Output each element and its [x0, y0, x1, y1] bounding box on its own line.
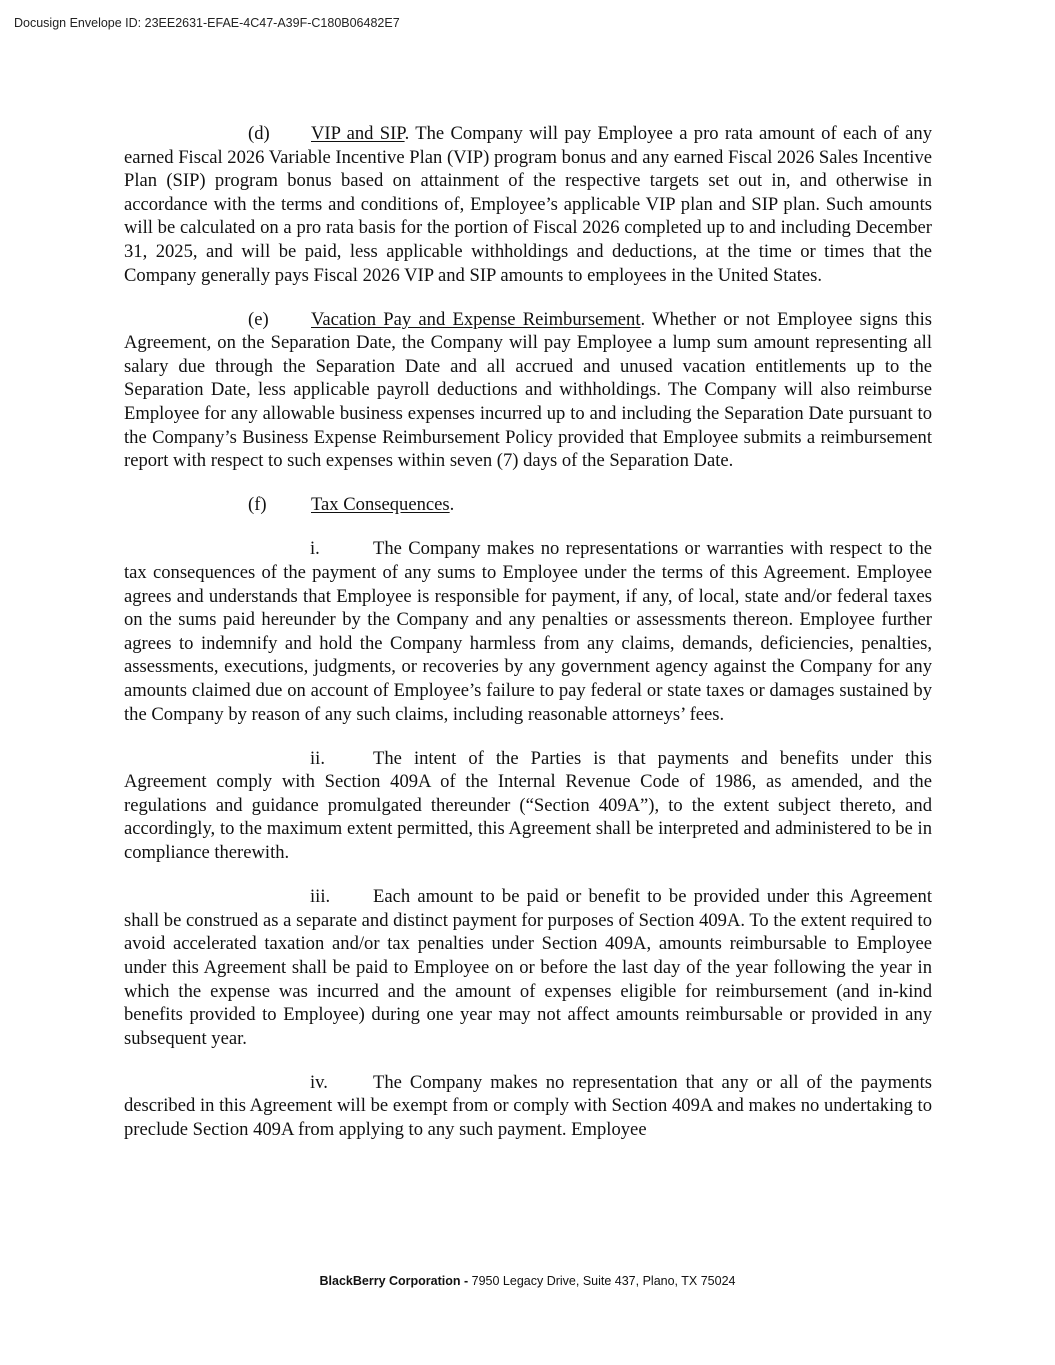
footer-address: 7950 Legacy Drive, Suite 437, Plano, TX 75024 — [471, 1274, 736, 1288]
section-f-item-i — [124, 537, 932, 726]
section-f-heading-punct: . — [449, 494, 455, 516]
section-f-item-iv-body: The Company makes no representation that any or all of the payments described in this Agreement will be exempt from or comply with Section 409A and makes no undertaking to preclude Section 409A from applying to any such payment. Employee — [124, 1071, 932, 1140]
section-f-item-iv — [124, 1071, 932, 1142]
section-f-item-ii-body: The intent of the Parties is that payments and benefits under this Agreement comply with Section 409A of the Internal Revenue Code of 1986, as amended, and the regulations and guidance promulgated thereunder (“Section 409A”), to the extent subject thereto, and accordingly, to the maximum extent permitted, this Agreement shall be interpreted and administered to be in compliance therewith. — [124, 747, 932, 864]
section-d-marker: (d) — [248, 123, 270, 144]
footer-company: BlackBerry Corporation - — [319, 1274, 472, 1288]
section-f-item-iii — [124, 885, 932, 1050]
section-f-item-iii-body: Each amount to be paid or benefit to be provided under this Agreement shall be construed as a separate and distinct payment for purposes of Section 409A. To the extent required to avoid accelerated taxation and/or tax penalties under Section 409A, amounts reimbursable to Employee under this Agreement shall be paid to Employee on or before the last day of the year following the year in which the expense was incurred and the amount of expenses eligible for reimbursement (and in-kind benefits provided to Employee) during one year may not affect amounts reimbursable or provided in any subsequent year. — [124, 886, 932, 1049]
document-body — [124, 122, 932, 1162]
section-f-heading: Tax Consequences — [311, 494, 450, 516]
section-f-item-ii-marker: ii. — [310, 747, 325, 769]
page-footer — [0, 1274, 1055, 1288]
section-f-marker: (f) — [248, 494, 267, 516]
docusign-envelope-id: Docusign Envelope ID: 23EE2631-EFAE-4C47-A39F-C180B06482E7 — [14, 16, 400, 30]
section-e — [124, 308, 932, 473]
section-e-heading-punct: . — [640, 308, 653, 330]
section-e-marker: (e) — [248, 308, 269, 330]
section-e-heading: Vacation Pay and Expense Reimbursement — [311, 308, 641, 330]
section-d — [124, 122, 932, 287]
section-e-body: Whether or not Employee signs this Agreement, on the Separation Date, the Company will pay Employee a lump sum amount representing all salary due through the Separation Date and all accrued and unused vacation entitlements up to the Separation Date, less applicable payroll deductions and withholdings. The Company will also reimburse Employee for any allowable business expenses incurred up to and including the Separation Date pursuant to the Company’s Business Expense Reimbursement Policy provided that Employee submits a reimbursement report with respect to such expenses within seven (7) days of the Separation Date. — [124, 308, 932, 472]
section-d-body: The Company will pay Employee a pro rata amount of each of any earned Fiscal 2026 Variable Incentive Plan (VIP) program bonus and any earned Fiscal 2026 Sales Incentive Plan (SIP) program bonus based on attainment of the respective targets set out in, and otherwise in accordance with the terms and conditions of, Employee’s applicable VIP plan and SIP plan. Such amounts will be calculated on a pro rata basis for the portion of Fiscal 2026 completed up to and including December 31, 2025, and will be paid, less applicable withholdings and deductions, at the time or times that the Company generally pays Fiscal 2026 VIP and SIP amounts to employees in the United States. — [124, 123, 932, 286]
section-d-heading: VIP and SIP — [311, 123, 405, 144]
section-f — [124, 493, 932, 517]
section-f-item-ii — [124, 747, 932, 865]
section-f-item-iii-marker: iii. — [310, 886, 331, 908]
section-d-heading-punct: . — [404, 123, 416, 144]
section-f-item-iv-marker: iv. — [310, 1071, 328, 1093]
section-f-item-i-body: The Company makes no representations or warranties with respect to the tax consequences of the payment of any sums to Employee under the terms of this Agreement. Employee agrees and understands that Employee is responsible for payment, if any, of local, state and/or federal taxes on the sums paid hereunder by the Company and any penalties or assessments thereon. Employee further agrees to indemnify and hold the Company harmless from any claims, demands, deficiencies, penalties, assessments, executions, judgments, or recoveries by any government agency against the Company for any amounts claimed due on account of Employee’s failure to pay federal or state taxes or damages sustained by the Company by reason of any such claims, including reasonable attorneys’ fees. — [124, 538, 932, 725]
section-f-item-i-marker: i. — [310, 538, 320, 560]
